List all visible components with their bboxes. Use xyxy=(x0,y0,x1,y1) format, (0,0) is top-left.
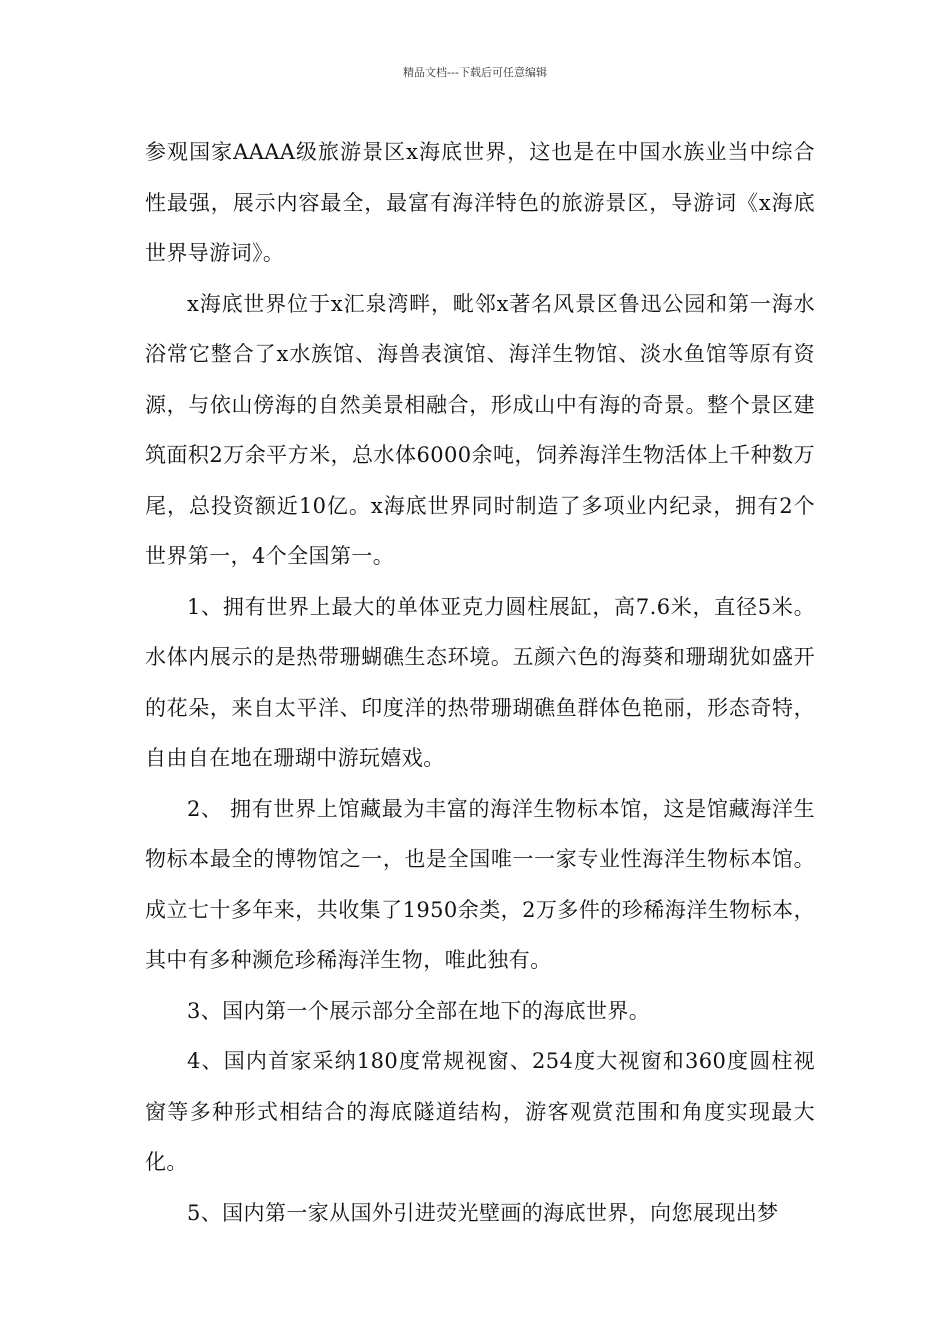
document-body xyxy=(145,127,815,1238)
paragraph-item-4: 4、国内首家采纳180度常规视窗、254度大视窗和360度圆柱视窗等多种形式相结合的海底隧道结构，游客观赏范围和角度实现最大化。 xyxy=(145,1049,815,1174)
paragraph-item-5: 5、国内第一家从国外引进荧光壁画的海底世界，向您展现出梦 xyxy=(187,1200,779,1225)
paragraph-item-1: 1、拥有世界上最大的单体亚克力圆柱展缸，高7.6米，直径5米。水体内展示的是热带珊蝴礁生态环境。五颜六色的海葵和珊瑚犹如盛开的花朵，来自太平洋、印度洋的热带珊瑚礁鱼群体色艳丽，形态奇特，自由自在地在珊瑚中游玩嬉戏。 xyxy=(145,594,815,770)
paragraph-item-3: 3、国内第一个展示部分全部在地下的海底世界。 xyxy=(187,998,651,1023)
paragraph-location: x海底世界位于x汇泉湾畔，毗邻x著名风景区鲁迅公园和第一海水浴常它整合了x水族馆、海兽表演馆、海洋生物馆、淡水鱼馆等原有资源，与依山傍海的自然美景相融合，形成山中有海的奇景。整个景区建筑面积2万余平方米，总水体6000余吨，饲养海洋生物活体上千种数万尾，总投资额近10亿。x海底世界同时制造了多项业内纪录，拥有2个世界第一，4个全国第一。 xyxy=(145,291,815,568)
paragraph-item-2: 2、 拥有世界上馆藏最为丰富的海洋生物标本馆，这是馆藏海洋生物标本最全的博物馆之一，也是全国唯一一家专业性海洋生物标本馆。成立七十多年来，共收集了1950余类，2万多件的珍稀海洋生物标本，其中有多种濒危珍稀海洋生物，唯此独有。 xyxy=(145,796,815,972)
page-header-note: 精品文档---下载后可任意编辑 xyxy=(403,66,547,79)
paragraph-intro: 参观国家AAAA级旅游景区x海底世界，这也是在中国水族业当中综合性最强，展示内容最全，最富有海洋特色的旅游景区，导游词《x海底世界导游词》。 xyxy=(145,140,815,265)
